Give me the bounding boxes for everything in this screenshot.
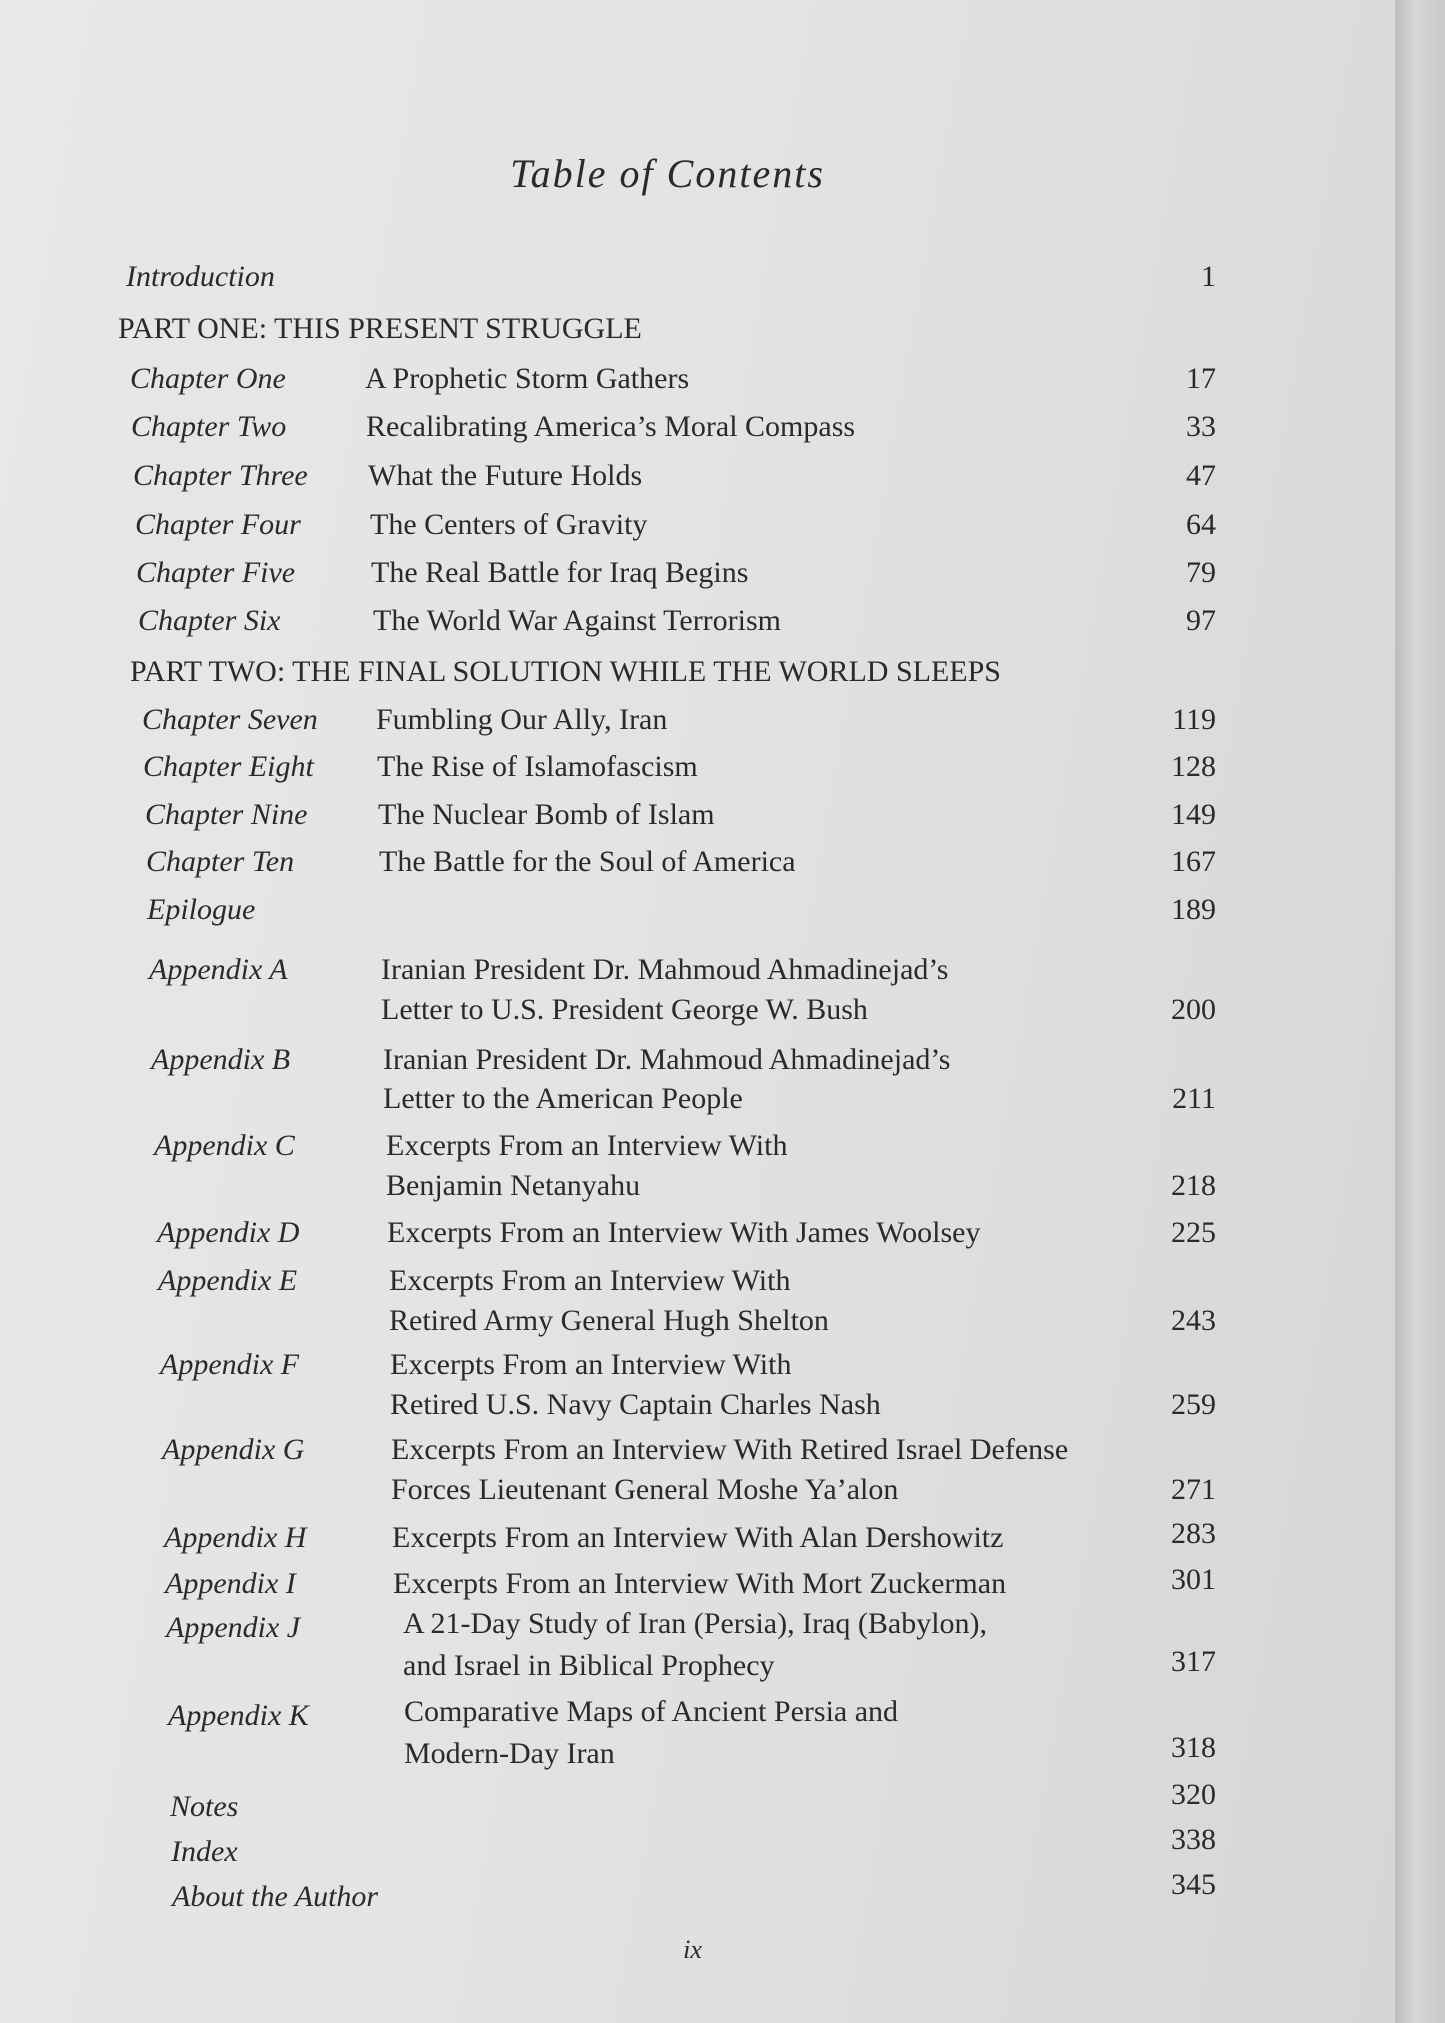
- appendix-title-line2: Retired Army General Hugh Shelton: [389, 1304, 829, 1337]
- chapter-page: 33: [1186, 410, 1216, 443]
- notes-page: 320: [1171, 1778, 1216, 1811]
- appendix-page: 218: [1171, 1169, 1216, 1202]
- appendix-title-line2: Letter to the American People: [383, 1082, 743, 1115]
- appendix-label: Appendix E: [158, 1264, 298, 1297]
- appendix-title-line1: A 21-Day Study of Iran (Persia), Iraq (Babylon),: [403, 1607, 988, 1640]
- appendix-title-line1: Iranian President Dr. Mahmoud Ahmadinejad’s: [381, 953, 949, 986]
- page-number: ix: [683, 1935, 702, 1964]
- chapter-page: 97: [1186, 604, 1216, 637]
- appendix-title-line2: Benjamin Netanyahu: [386, 1169, 641, 1202]
- toc-appendix-row: [151, 1040, 1216, 1122]
- appendix-title-line1: Excerpts From an Interview With: [389, 1264, 791, 1297]
- appendix-title-line1: Excerpts From an Interview With: [390, 1348, 792, 1381]
- chapter-label: Chapter Nine: [145, 798, 308, 831]
- toc-appendix-row: [162, 1430, 1216, 1512]
- chapter-page: 17: [1186, 362, 1216, 395]
- appendix-page: 200: [1171, 993, 1216, 1026]
- chapter-page: 47: [1186, 459, 1216, 492]
- appendix-label: Appendix D: [157, 1216, 300, 1249]
- toc-appendix-row: [154, 1126, 1216, 1208]
- chapter-title: The Battle for the Soul of America: [379, 845, 796, 878]
- intro-page: 1: [1201, 260, 1216, 293]
- appendix-page: 211: [1172, 1082, 1216, 1115]
- toc-appendix-row: [166, 1608, 1216, 1690]
- chapter-title: Fumbling Our Ally, Iran: [376, 703, 668, 736]
- appendix-label: Appendix B: [151, 1043, 291, 1076]
- page-edge-shadow: [1395, 0, 1445, 2023]
- toc-appendix-row: [158, 1261, 1216, 1343]
- chapter-title: The Nuclear Bomb of Islam: [378, 798, 715, 831]
- part-two-heading: PART TWO: THE FINAL SOLUTION WHILE THE WORLD SLEEPS: [130, 655, 1001, 688]
- about-author-label: About the Author: [172, 1880, 379, 1913]
- page-title: Table of Contents: [510, 151, 825, 196]
- appendix-label: Appendix J: [166, 1611, 301, 1644]
- epilogue-label: Epilogue: [147, 893, 256, 926]
- toc-back-matter-row: [172, 1868, 1216, 1913]
- appendix-page: 317: [1171, 1645, 1216, 1678]
- appendix-title-line2: and Israel in Biblical Prophecy: [403, 1649, 775, 1682]
- index-label: Index: [171, 1835, 238, 1868]
- toc-appendix-row: [168, 1696, 1216, 1778]
- chapter-label: Chapter One: [130, 362, 286, 395]
- toc-appendix-row: [149, 950, 1216, 1032]
- appendix-page: 301: [1171, 1563, 1216, 1596]
- notes-label: Notes: [170, 1790, 239, 1823]
- chapter-label: Chapter Three: [133, 459, 308, 492]
- part-one-heading: PART ONE: THIS PRESENT STRUGGLE: [118, 312, 642, 345]
- chapter-page: 64: [1186, 508, 1216, 541]
- appendix-title-line2: Retired U.S. Navy Captain Charles Nash: [390, 1388, 881, 1421]
- appendix-label: Appendix H: [164, 1521, 307, 1554]
- appendix-title-line1: Excerpts From an Interview With Retired Israel Defense: [391, 1433, 1069, 1466]
- appendix-label: Appendix I: [165, 1567, 296, 1600]
- appendix-label: Appendix G: [162, 1433, 305, 1466]
- appendix-label: Appendix C: [154, 1129, 295, 1162]
- chapter-title: The World War Against Terrorism: [373, 604, 782, 637]
- appendix-label: Appendix K: [168, 1699, 309, 1732]
- appendix-label: Appendix A: [149, 953, 288, 986]
- appendix-title-line2: Forces Lieutenant General Moshe Ya’alon: [391, 1473, 899, 1506]
- epilogue-page: 189: [1171, 893, 1216, 926]
- chapter-title: What the Future Holds: [368, 459, 643, 492]
- appendix-title-line1: Excerpts From an Interview With: [386, 1129, 788, 1162]
- chapter-title: A Prophetic Storm Gathers: [365, 362, 690, 395]
- appendix-title-line2: Modern-Day Iran: [404, 1737, 615, 1770]
- chapter-label: Chapter Two: [131, 410, 287, 443]
- chapter-label: Chapter Five: [136, 556, 296, 589]
- appendix-title-line1: Excerpts From an Interview With James Woolsey: [387, 1216, 981, 1249]
- chapter-label: Chapter Ten: [146, 845, 295, 878]
- chapter-title: The Rise of Islamofascism: [377, 750, 698, 783]
- chapter-page: 119: [1172, 703, 1216, 736]
- intro-label: Introduction: [126, 260, 275, 293]
- appendix-title-line1: Excerpts From an Interview With Alan Dershowitz: [392, 1521, 1004, 1554]
- chapter-title: Recalibrating America’s Moral Compass: [366, 410, 856, 443]
- appendix-title-line1: Comparative Maps of Ancient Persia and: [404, 1695, 899, 1728]
- chapter-label: Chapter Four: [135, 508, 301, 541]
- appendix-title-line1: Excerpts From an Interview With Mort Zuckerman: [393, 1567, 1007, 1600]
- chapter-title: The Centers of Gravity: [370, 508, 648, 541]
- toc-back-matter-row: [170, 1778, 1216, 1823]
- appendix-label: Appendix F: [160, 1348, 300, 1381]
- appendix-title-line1: Iranian President Dr. Mahmoud Ahmadinejad’s: [383, 1043, 951, 1076]
- chapter-page: 149: [1171, 798, 1216, 831]
- appendix-page: 243: [1171, 1304, 1216, 1337]
- chapter-label: Chapter Seven: [142, 703, 318, 736]
- appendix-page: 259: [1171, 1388, 1216, 1421]
- appendix-page: 283: [1171, 1517, 1216, 1550]
- index-page: 338: [1171, 1823, 1216, 1856]
- chapter-page: 167: [1171, 845, 1216, 878]
- chapter-page: 128: [1171, 750, 1216, 783]
- appendix-title-line2: Letter to U.S. President George W. Bush: [381, 993, 868, 1026]
- appendix-page: 271: [1171, 1473, 1216, 1506]
- chapter-title: The Real Battle for Iraq Begins: [371, 556, 749, 589]
- chapter-label: Chapter Six: [138, 604, 281, 637]
- appendix-page: 225: [1171, 1216, 1216, 1249]
- appendix-page: 318: [1171, 1731, 1216, 1764]
- chapter-page: 79: [1186, 556, 1216, 589]
- about-author-page: 345: [1171, 1868, 1216, 1901]
- toc-back-matter-row: [171, 1823, 1216, 1868]
- toc-appendix-row: [160, 1345, 1216, 1427]
- chapter-label: Chapter Eight: [143, 750, 314, 783]
